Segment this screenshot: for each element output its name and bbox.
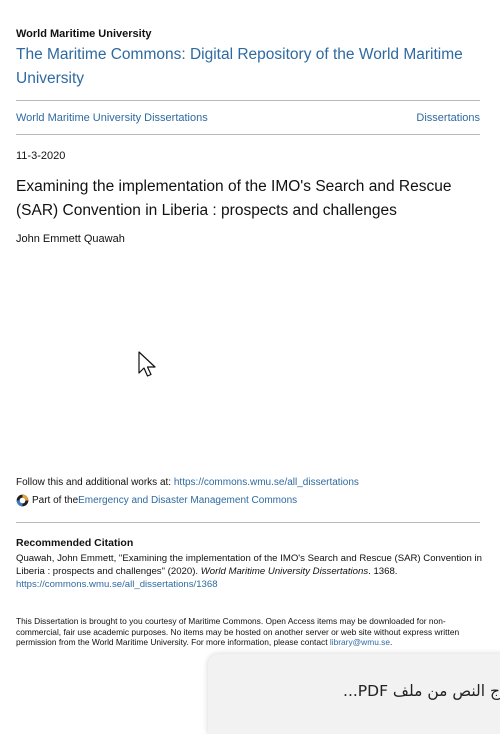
institution-name: World Maritime University (16, 28, 152, 40)
toast-message: ج النص من ملف PDF... (343, 682, 500, 700)
divider (16, 522, 480, 523)
repository-title-link[interactable]: The Maritime Commons: Digital Repository of the World Maritime University (16, 46, 463, 87)
part-of-prefix: Part of the (32, 495, 79, 506)
divider (16, 134, 480, 135)
breadcrumb-category-link[interactable]: Dissertations (416, 112, 480, 124)
bepress-commons-icon (16, 494, 29, 507)
breadcrumb-collection-link[interactable]: World Maritime University Dissertations (16, 112, 208, 124)
document-author: John Emmett Quawah (16, 233, 125, 245)
publication-date: 11-3-2020 (16, 150, 66, 162)
citation-link[interactable]: https://commons.wmu.se/all_dissertations/1368 (16, 579, 218, 590)
citation-body: Quawah, John Emmett, "Examining the implementation of the IMO's Search and Rescue (SAR) Convention in Liberia : prospects and challenges" (2020). (16, 553, 482, 577)
mouse-pointer-icon (138, 351, 158, 379)
courtesy-notice (16, 616, 471, 648)
library-email-link[interactable]: library@wmu.se (329, 637, 391, 647)
document-title: Examining the implementation of the IMO's Search and Rescue (SAR) Convention in Liberia : prospects and challenges (16, 178, 452, 219)
citation-number: . 1368. (368, 566, 398, 577)
citation-series: World Maritime University Dissertations (200, 566, 369, 577)
follow-line (16, 477, 359, 488)
part-of-line (16, 494, 297, 507)
all-dissertations-link[interactable]: https://commons.wmu.se/all_dissertations (173, 477, 359, 488)
courtesy-end: . (390, 637, 393, 647)
recommended-citation-heading: Recommended Citation (16, 537, 134, 549)
citation-text (16, 552, 486, 591)
emergency-disaster-commons-link[interactable]: Emergency and Disaster Management Commons (78, 495, 298, 506)
divider (16, 100, 480, 101)
extraction-toast (208, 654, 500, 734)
follow-prefix: Follow this and additional works at: (16, 477, 174, 488)
courtesy-body: This Dissertation is brought to you courtesy of Maritime Commons. Open Access items may be downloaded for non-commercial, fair use academic purposes. No items may be hosted on another server or web site without express written permission from the World Maritime University. For more information, please contact (16, 616, 460, 647)
